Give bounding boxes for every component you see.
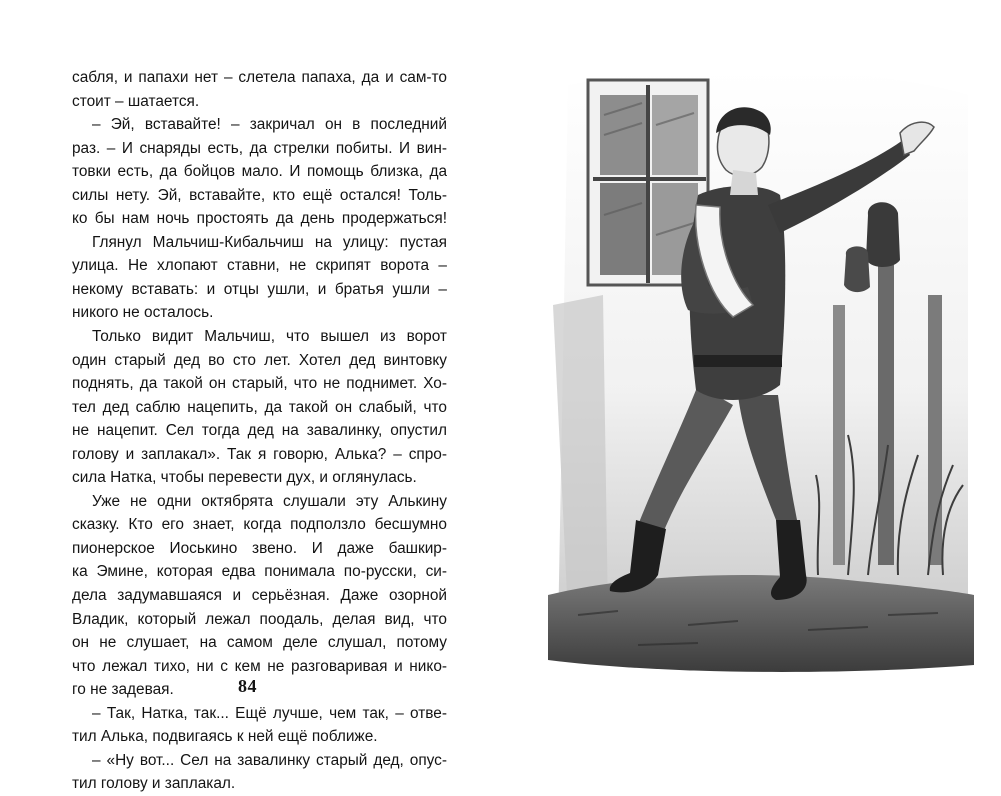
text-line: Уже не одни октябрята слушали эту Алькину <box>92 492 447 510</box>
text-line: он не слушает, на самом деле слушал, потому <box>72 634 447 652</box>
boy-neck <box>730 170 758 195</box>
text-line: поднять, да такой он старый, что не поднимет. Хо- <box>72 375 447 393</box>
illustration-boy-calling <box>548 55 974 675</box>
text-line: Только видит Мальчиш, что вышел из ворот <box>92 328 447 346</box>
text-line: товки есть, да бойцов мало. И помощь близка, да <box>72 163 447 181</box>
text-line: голову и заплакал». Так я говорю, Алька? – спро- <box>72 445 447 463</box>
text-line: – Так, Натка, так... Ещё лучше, чем так, – отве- <box>92 704 447 722</box>
text-line: раз. – И снаряды есть, да стрелки побиты. И вин- <box>72 139 447 157</box>
text-line: улица. Не хлопают ставни, не скрипят ворота – <box>72 257 447 275</box>
text-line: – «Ну вот... Сел на завалинку старый дед, опус- <box>92 751 447 769</box>
page-text-column <box>72 66 447 796</box>
text-line: не нацепит. Сел тогда дед на завалинку, опустил <box>72 422 447 440</box>
text-line: сила Натка, чтобы перевести дух, и оглянулась. <box>72 469 417 487</box>
text-line: дела задумавшаяся и серьёзная. Даже озорной <box>72 587 447 605</box>
text-line: сабля, и папахи нет – слетела папаха, да и сам-то <box>72 69 447 86</box>
text-line: стоит – шатается. <box>72 92 200 110</box>
text-line: Владик, который лежал поодаль, делая вид, что <box>72 610 447 628</box>
text-line: никого не осталось. <box>72 304 214 322</box>
boy-belt <box>694 355 782 367</box>
text-line: сказку. Кто его знает, когда подползло бесшумно <box>72 516 447 534</box>
page-number: 84 <box>238 676 257 696</box>
text-line: тил голову и заплакал. <box>72 775 236 793</box>
text-line: некому вставать: и отцы ушли, и братья ушли – <box>72 280 447 298</box>
text-line: – Эй, вставайте! – закричал он в последний <box>92 116 447 134</box>
text-line: что лежал тихо, ни с кем не разговаривая и нико- <box>72 657 447 675</box>
text-line: го не задевая. <box>72 681 174 699</box>
text-line: пионерское Иоськино звено. И даже башкир- <box>72 539 447 557</box>
text-line: один старый дед во сто лет. Хотел дед винтовку <box>72 351 447 369</box>
text-line: ко бы нам ночь простоять да день продержаться! <box>72 210 447 228</box>
text-line: тел дед саблю нацепить, да такой он слабый, что <box>72 398 447 416</box>
illustration-drawing <box>548 55 974 675</box>
text-line: Глянул Мальчиш-Кибальчиш на улицу: пустая <box>92 233 447 251</box>
text-line: ка Эмине, которая едва понимала по-русски, си- <box>72 563 447 581</box>
text-line: тил Алька, подвигаясь к ней ещё поближе. <box>72 728 378 746</box>
text-line: силы нету. Эй, вставайте, кто ещё остался! Толь- <box>72 186 447 204</box>
